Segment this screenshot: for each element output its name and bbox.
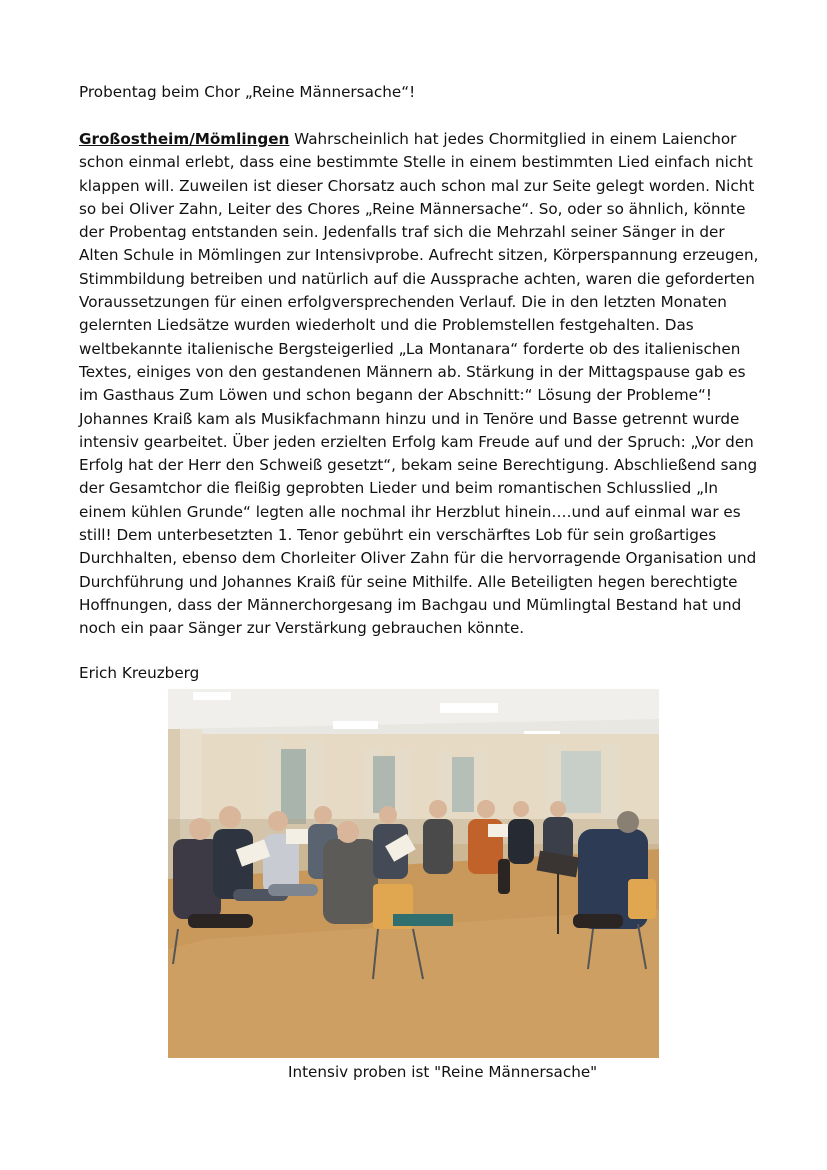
choir-rehearsal-photo <box>168 689 659 1058</box>
author-name: Erich Kreuzberg <box>79 664 200 682</box>
article-body <box>79 128 759 641</box>
dateline: Großostheim/Mömlingen <box>79 130 290 148</box>
body-text: Wahrscheinlich hat jedes Chormitglied in einem Laienchor schon einmal erlebt, dass eine bestimmte Stelle in einem bestimmten Lied einfach nicht klappen will. Zuweilen ist dieser Chorsatz auch schon mal zur Seite gelegt worden. Nicht so bei Oliver Zahn, Leiter des Chores „Reine Männersache“. So, oder so ähnlich, könnte der Probentag entstanden sein. Jedenfalls traf sich die Mehrzahl seiner Sänger in der Alten Schule in Mömlingen zur Intensivprobe. Aufrecht sitzen, Körperspannung erzeugen, Stimmbildung betreiben und natürlich auf die Aussprache achten, waren die geforderten Voraussetzungen für einen erfolgversprechenden Verlauf. Die in den letzten Monaten gelernten Liedsätze wurden wiederholt und die Problemstellen festgehalten. Das weltbekannte italienische Bergsteigerlied „La Montanara“ forderte ob des italienischen Textes, einiges von den gestandenen Männern ab. Stärkung in der Mittagspause gab es im Gasthaus Zum Löwen und schon begann der Abschnitt:“ Lösung der Probleme“! Johannes Kraiß kam als Musikfachmann hinzu und in Tenöre und Basse getrennt wurde intensiv gearbeitet. Über jeden erzielten Erfolg kam Freude auf und der Spruch: „Vor den Erfolg hat der Herr den Schweiß gesetzt“, bekam seine Berechtigung. Abschließend sang der Gesamtchor die fleißig geprobten Lieder und beim romantischen Schlusslied „In einem kühlen Grunde“ legten alle nochmal ihr Herzblut hinein….und auf einmal war es still! Dem unterbesetzten 1. Tenor gebührt ein verschärftes Lob für sein großartiges Durchhalten, ebenso dem Chorleiter Oliver Zahn für die hervorragende Organisation und Durchführung und Johannes Kraiß für seine Mithilfe. Alle Beteiligten hegen berechtigte Hoffnungen, dass der Männerchorgesang im Bachgau und Mümlingtal Bestand hat und noch ein paar Sänger zur Verstärkung gebrauchen könnte. <box>79 130 759 638</box>
photo-caption: Intensiv proben ist "Reine Männersache" <box>288 1063 598 1081</box>
article-title: Probentag beim Chor „Reine Männersache“! <box>79 83 416 101</box>
